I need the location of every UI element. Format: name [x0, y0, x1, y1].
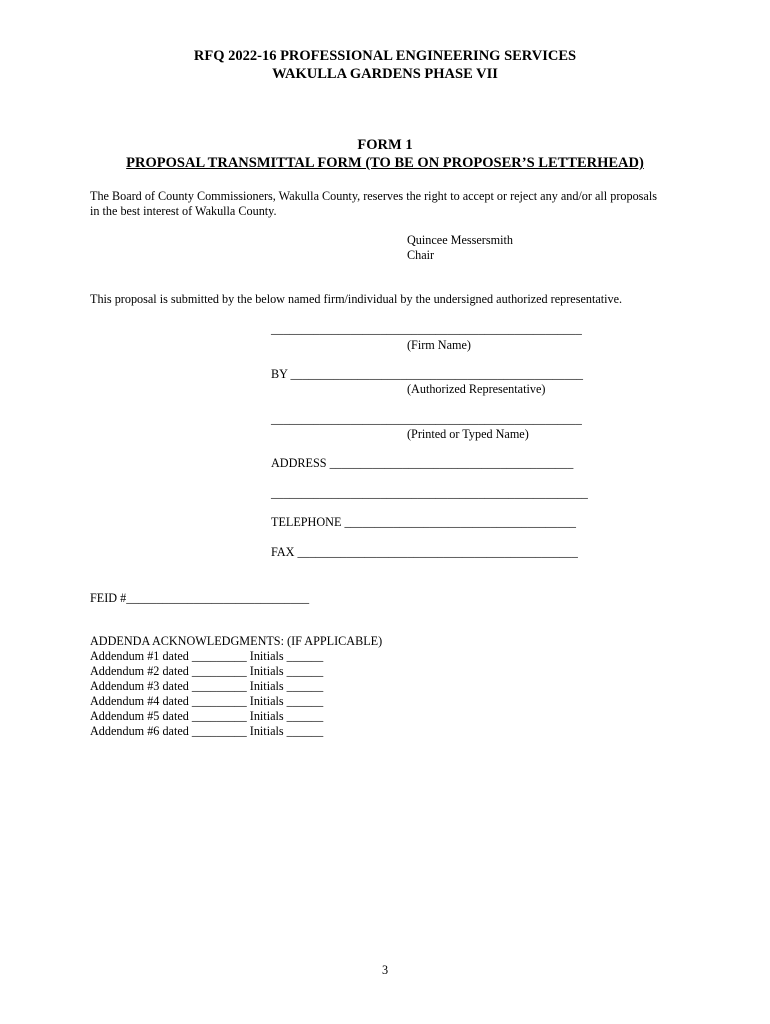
addendum-item-1[interactable]: Addendum #1 dated _________ Initials ______	[90, 649, 324, 663]
addendum-item-3[interactable]: Addendum #3 dated _________ Initials ______	[90, 679, 324, 693]
printed-name-caption: (Printed or Typed Name)	[407, 427, 529, 441]
printed-name-line[interactable]: ___________________________________________________	[271, 412, 582, 426]
firm-name-caption: (Firm Name)	[407, 338, 471, 352]
feid-line[interactable]: FEID #______________________________	[90, 591, 310, 605]
document-title-line1: RFQ 2022-16 PROFESSIONAL ENGINEERING SERVICES	[193, 48, 577, 64]
authorized-representative-line[interactable]: BY ________________________________________________	[271, 367, 584, 381]
intro-line2: in the best interest of Wakulla County.	[90, 204, 277, 218]
document-title-line2: WAKULLA GARDENS PHASE VII	[272, 66, 498, 82]
form-name: PROPOSAL TRANSMITTAL FORM (TO BE ON PROPOSER’S LETTERHEAD)	[126, 155, 644, 171]
address-line[interactable]: ADDRESS ________________________________________	[271, 456, 574, 470]
form-number: FORM 1	[357, 137, 413, 153]
signatory-name: Quincee Messersmith	[407, 233, 513, 247]
addendum-item-6[interactable]: Addendum #6 dated _________ Initials ______	[90, 724, 324, 738]
addendum-item-5[interactable]: Addendum #5 dated _________ Initials ______	[90, 709, 324, 723]
intro-line1: The Board of County Commissioners, Wakulla County, reserves the right to accept or reject any and/or all proposals	[90, 189, 657, 203]
fax-line[interactable]: FAX ______________________________________________	[271, 545, 578, 559]
signatory-title: Chair	[407, 248, 435, 262]
addendum-item-4[interactable]: Addendum #4 dated _________ Initials ______	[90, 694, 324, 708]
authorized-representative-caption: (Authorized Representative)	[407, 382, 546, 396]
addenda-heading: ADDENDA ACKNOWLEDGMENTS: (IF APPLICABLE)	[90, 634, 383, 648]
addendum-item-2[interactable]: Addendum #2 dated _________ Initials ______	[90, 664, 324, 678]
address-line-2[interactable]: ____________________________________________________	[271, 486, 588, 500]
telephone-line[interactable]: TELEPHONE ______________________________________	[271, 515, 577, 529]
page-number: 3	[381, 963, 389, 977]
firm-name-line[interactable]: ___________________________________________________	[271, 322, 582, 336]
submission-statement: This proposal is submitted by the below named firm/individual by the undersigned authorized representative.	[90, 292, 623, 306]
